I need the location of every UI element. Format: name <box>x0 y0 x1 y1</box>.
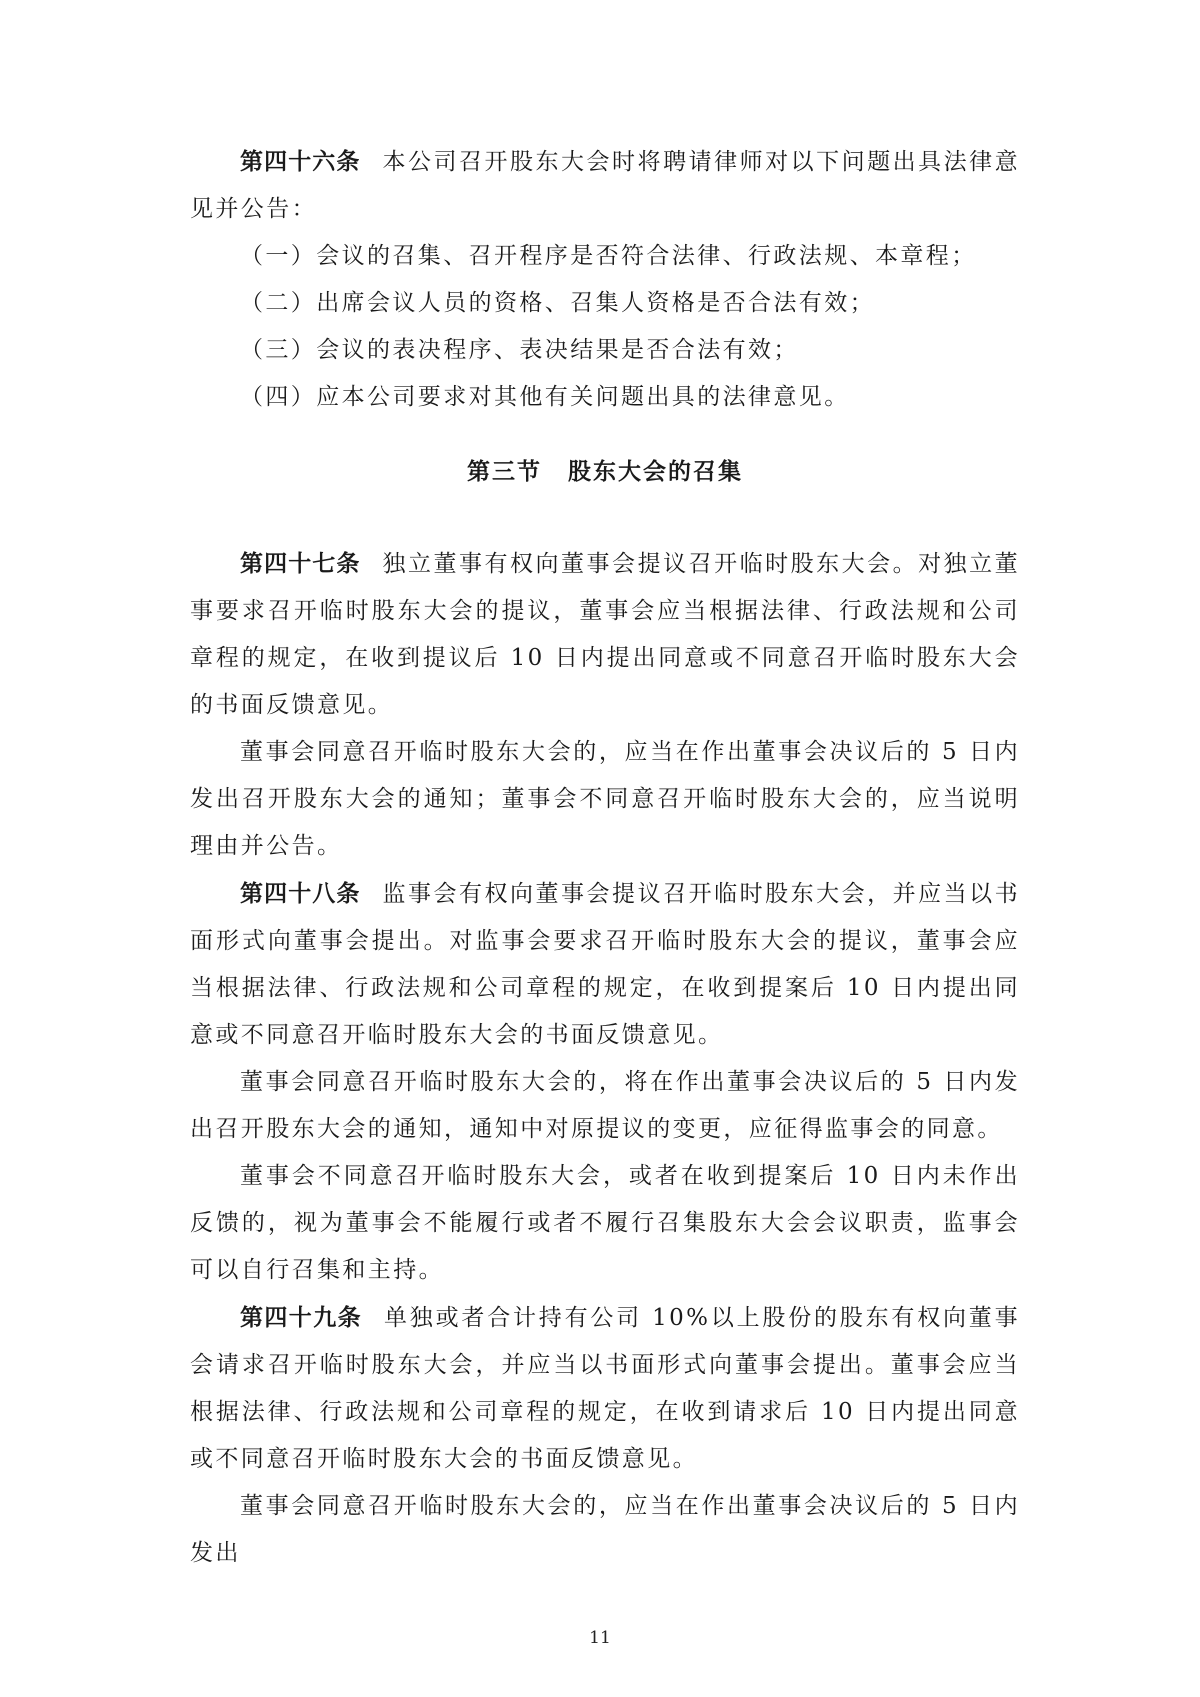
article-48-title: 第四十八条 <box>240 880 361 907</box>
section-number: 第三节 <box>467 458 542 485</box>
section-heading <box>190 421 1020 540</box>
article-48 <box>190 870 1020 1059</box>
article-49-paragraph-2: 董事会同意召开临时股东大会的，应当在作出董事会决议后的 5 日内发出 <box>190 1493 1020 1566</box>
article-47-paragraph-2: 董事会同意召开临时股东大会的，应当在作出董事会决议后的 5 日内发出召开股东大会的通知；董事会不同意召开临时股东大会的，应当说明理由并公告。 <box>190 739 1020 859</box>
article-46-text: 本公司召开股东大会时将聘请律师对以下问题出具法律意见并公告： <box>190 149 1021 222</box>
page-number: 11 <box>589 1628 611 1648</box>
article-49-title: 第四十九条 <box>240 1304 362 1331</box>
article-47-title: 第四十七条 <box>240 550 361 577</box>
article-49 <box>190 1294 1020 1483</box>
article-49-text: 单独或者合计持有公司 10%以上股份的股东有权向董事会请求召开临时股东大会，并应当以书面形式向董事会提出。董事会应当根据法律、行政法规和公司章程的规定，在收到请求后 10 日内提出同意或不同意召开临时股东大会的书面反馈意见。 <box>190 1305 1020 1472</box>
article-48-paragraph-3: 董事会不同意召开临时股东大会，或者在收到提案后 10 日内未作出反馈的，视为董事会不能履行或者不履行召集股东大会会议职责，监事会可以自行召集和主持。 <box>190 1163 1020 1283</box>
article-46-item-3: （三）会议的表决程序、表决结果是否合法有效； <box>240 337 799 363</box>
article-46-item-2: （二）出席会议人员的资格、召集人资格是否合法有效； <box>240 290 875 316</box>
article-46 <box>190 138 1020 233</box>
page-content <box>190 138 1020 1577</box>
article-47-text: 独立董事有权向董事会提议召开临时股东大会。对独立董事要求召开临时股东大会的提议，董事会应当根据法律、行政法规和公司章程的规定，在收到提议后 10 日内提出同意或不同意召开临时股东大会的书面反馈意见。 <box>190 551 1021 718</box>
article-46-item-4: （四）应本公司要求对其他有关问题出具的法律意见。 <box>240 384 850 410</box>
article-47 <box>190 540 1020 729</box>
article-46-item-1: （一）会议的召集、召开程序是否符合法律、行政法规、本章程； <box>240 243 977 269</box>
article-46-title: 第四十六条 <box>240 148 361 175</box>
section-title: 股东大会的召集 <box>568 458 743 485</box>
article-48-paragraph-2: 董事会同意召开临时股东大会的，将在作出董事会决议后的 5 日内发出召开股东大会的通知，通知中对原提议的变更，应征得监事会的同意。 <box>190 1069 1020 1142</box>
article-48-text: 监事会有权向董事会提议召开临时股东大会，并应当以书面形式向董事会提出。对监事会要求召开临时股东大会的提议，董事会应当根据法律、行政法规和公司章程的规定，在收到提案后 10 日内提出同意或不同意召开临时股东大会的书面反馈意见。 <box>190 881 1021 1048</box>
